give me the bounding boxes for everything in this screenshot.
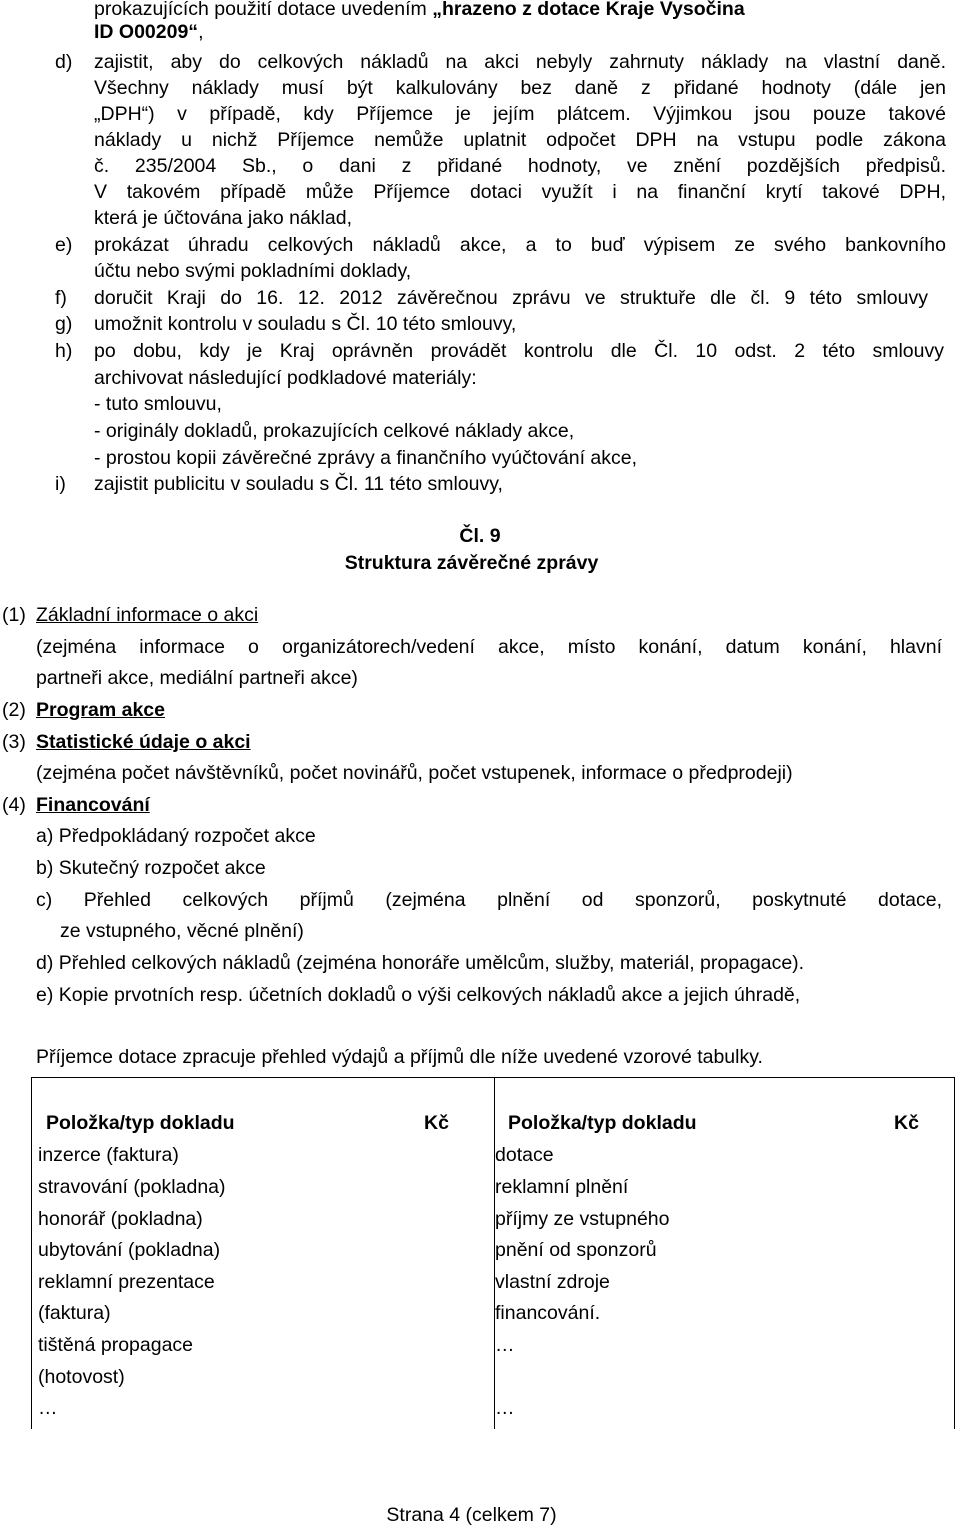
page-footer: Strana 4 (celkem 7) bbox=[386, 1504, 557, 1526]
section-2-heading bbox=[36, 698, 165, 722]
financing-item-a: a) Předpokládaný rozpočet akce bbox=[36, 825, 316, 847]
article-number-text: Čl. 9 bbox=[459, 525, 501, 547]
obligation-d-line: Všechny náklady musí být kalkulovány bez daně z přidané hodnoty (dále jen bbox=[94, 77, 946, 99]
table-right-cell: … bbox=[495, 1397, 515, 1419]
obligation-h-marker: h) bbox=[55, 340, 73, 362]
financing-item-d: d) Přehled celkových nákladů (zejména honoráře umělcům, služby, materiál, propagace). bbox=[36, 952, 805, 974]
table-right-header-text: Položka/typ dokladu bbox=[508, 1112, 697, 1134]
obligation-d-line: „DPH“) v případě, kdy Příjemce je jejím plátcem. Výjimkou jsou pouze takové bbox=[94, 103, 946, 125]
table-left-header bbox=[46, 1111, 235, 1135]
obligation-c-bold: „hrazeno z dotace Kraje Vysočina bbox=[432, 0, 745, 20]
obligation-c-text: prokazujících použití dotace uvedením bbox=[94, 0, 433, 20]
obligation-h-subitem: - originály dokladů, prokazujících celkové náklady akce, bbox=[94, 420, 575, 442]
table-right-unit-text: Kč bbox=[894, 1112, 919, 1134]
section-4-marker: (4) bbox=[2, 794, 26, 816]
table-right-cell: vlastní zdroje bbox=[495, 1271, 610, 1293]
table-intro: Příjemce dotace zpracuje přehled výdajů a příjmů dle níže uvedené vzorové tabulky. bbox=[36, 1046, 763, 1068]
table-left-header-text: Položka/typ dokladu bbox=[46, 1112, 235, 1134]
obligation-d-line: náklady u nichž Příjemce nemůže uplatnit odpočet DPH na vstupu podle zákona bbox=[94, 129, 946, 151]
obligation-h-subitem: - tuto smlouvu, bbox=[94, 393, 222, 415]
table-left-unit-text: Kč bbox=[424, 1112, 449, 1134]
table-left-cell: … bbox=[38, 1397, 58, 1419]
obligation-c-continuation-2 bbox=[94, 20, 203, 44]
table-left-cell: reklamní prezentace bbox=[38, 1271, 215, 1293]
section-1-line: partneři akce, mediální partneři akce) bbox=[36, 667, 358, 689]
financing-item-b: b) Skutečný rozpočet akce bbox=[36, 857, 266, 879]
table-right-cell: dotace bbox=[495, 1144, 554, 1166]
obligation-e-marker: e) bbox=[55, 234, 73, 256]
obligation-e-line: prokázat úhradu celkových nákladů akce, a to buď výpisem ze svého bankovního bbox=[94, 234, 946, 256]
obligation-d-marker: d) bbox=[55, 51, 73, 73]
financing-item-c-cont: ze vstupného, věcné plnění) bbox=[60, 920, 304, 942]
table-left-cell: stravování (pokladna) bbox=[38, 1176, 226, 1198]
obligation-d-line: která je účtována jako náklad, bbox=[94, 207, 352, 229]
obligation-c-continuation-1 bbox=[94, 0, 745, 21]
expense-income-table bbox=[31, 1077, 955, 1429]
section-1-line: (zejména informace o organizátorech/vedení akce, místo konání, datum konání, hlavní bbox=[36, 636, 942, 658]
financing-item-e: e) Kopie prvotních resp. účetních dokladů o výši celkových nákladů akce a jejich úhradě, bbox=[36, 984, 801, 1006]
obligation-d-line: V takovém případě může Příjemce dotaci využít i na finanční krytí takové DPH, bbox=[94, 181, 946, 203]
section-2-marker: (2) bbox=[2, 699, 26, 721]
article-title-text: Struktura závěrečné zprávy bbox=[344, 552, 599, 574]
table-left-cell: tištěná propagace bbox=[38, 1334, 194, 1356]
obligation-i-marker: i) bbox=[55, 473, 66, 495]
obligation-f-marker: f) bbox=[55, 287, 67, 309]
section-2-heading-text: Program akce bbox=[36, 699, 165, 721]
obligation-g-marker: g) bbox=[55, 313, 73, 335]
table-right-cell: reklamní plnění bbox=[495, 1176, 629, 1198]
section-3-heading-text: Statistické údaje o akci bbox=[36, 731, 251, 753]
obligation-d-line: zajistit, aby do celkových nákladů na akci nebyly zahrnuty náklady na vlastní daně. bbox=[94, 51, 946, 73]
section-4-heading-text: Financování bbox=[36, 794, 150, 816]
table-left-unit bbox=[424, 1111, 449, 1135]
section-1-marker: (1) bbox=[2, 604, 26, 626]
table-left-cell: (hotovost) bbox=[38, 1366, 125, 1388]
obligation-i-text: zajistit publicitu v souladu s Čl. 11 této smlouvy, bbox=[94, 473, 503, 495]
table-left-cell: inzerce (faktura) bbox=[38, 1144, 179, 1166]
obligation-f-text: doručit Kraji do 16. 12. 2012 závěrečnou zprávu ve struktuře dle čl. 9 této smlouvy bbox=[94, 287, 928, 309]
article-title bbox=[0, 551, 943, 575]
table-right-header bbox=[508, 1111, 697, 1135]
obligation-h-line: archivovat následující podkladové materiály: bbox=[94, 367, 477, 389]
table-right-cell: financování. bbox=[495, 1302, 601, 1324]
table-right-cell: příjmy ze vstupného bbox=[495, 1208, 670, 1230]
obligation-h-line: po dobu, kdy je Kraj oprávněn provádět kontrolu dle Čl. 10 odst. 2 této smlouvy bbox=[94, 340, 944, 362]
table-left-cell: honorář (pokladna) bbox=[38, 1208, 203, 1230]
table-right-cell: … bbox=[495, 1334, 515, 1356]
obligation-c-bold-id: ID O00209“ bbox=[94, 21, 199, 43]
obligation-h-subitem: - prostou kopii závěrečné zprávy a finančního vyúčtování akce, bbox=[94, 447, 638, 469]
section-3-line: (zejména počet návštěvníků, počet novinářů, počet vstupenek, informace o předprodeji) bbox=[36, 762, 793, 784]
article-number bbox=[0, 524, 960, 548]
table-right-cell: pnění od sponzorů bbox=[495, 1239, 657, 1261]
table-left-cell: (faktura) bbox=[38, 1302, 111, 1324]
table-right-unit bbox=[894, 1111, 919, 1135]
obligation-d-line: č. 235/2004 Sb., o dani z přidané hodnoty, ve znění pozdějších předpisů. bbox=[94, 155, 946, 177]
obligation-c-comma: , bbox=[198, 21, 204, 43]
section-3-heading bbox=[36, 730, 251, 754]
table-left-cell: ubytování (pokladna) bbox=[38, 1239, 221, 1261]
section-1-heading bbox=[36, 603, 258, 627]
obligation-e-line: účtu nebo svými pokladními doklady, bbox=[94, 260, 412, 282]
section-1-heading-text: Základní informace o akci bbox=[36, 604, 259, 626]
section-4-heading bbox=[36, 793, 150, 817]
obligation-g-text: umožnit kontrolu v souladu s Čl. 10 této smlouvy, bbox=[94, 313, 517, 335]
section-3-marker: (3) bbox=[2, 731, 26, 753]
financing-item-c: c) Přehled celkových příjmů (zejména plnění od sponzorů, poskytnuté dotace, bbox=[36, 889, 942, 911]
